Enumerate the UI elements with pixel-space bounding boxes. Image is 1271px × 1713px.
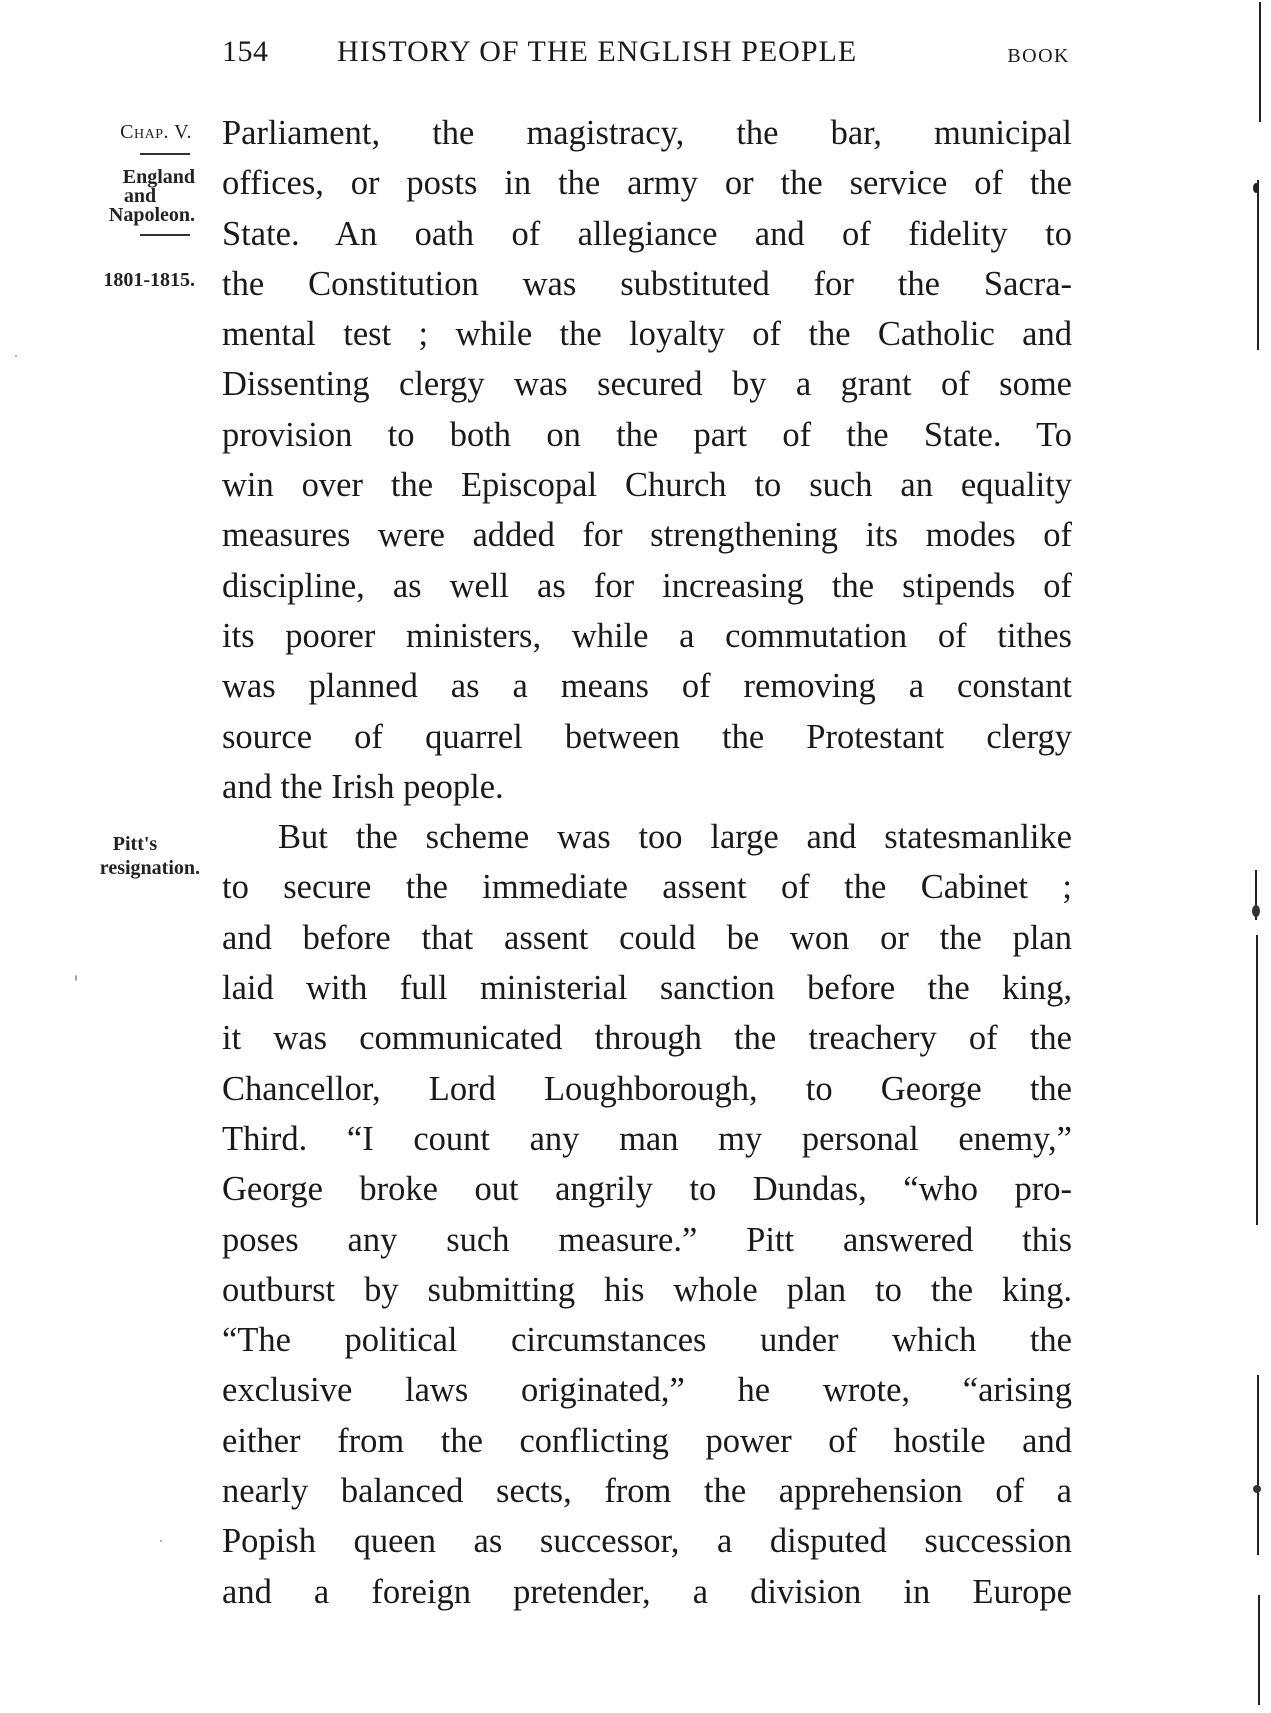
text-line: laid with full ministerial sanction before the king, xyxy=(222,969,1072,1008)
paragraph-start: But the scheme was too large and statesmanlike xyxy=(278,818,1072,857)
text-line: to secure the immediate assent of the Cabinet ; xyxy=(222,868,1072,907)
scan-edge-mark xyxy=(1257,180,1259,350)
text-line: poses any such measure.” Pitt answered this xyxy=(222,1220,1072,1259)
topic-note-line2: and xyxy=(123,185,157,207)
text-line: source of quarrel between the Protestant clergy xyxy=(222,717,1072,756)
scan-edge-mark xyxy=(1258,1595,1260,1705)
scan-dot xyxy=(75,975,77,981)
text-line: Dissenting clergy was secured by a grant of some xyxy=(222,365,1072,404)
scan-dot xyxy=(160,1540,162,1542)
text-line: and a foreign pretender, a division in Europe xyxy=(222,1572,1072,1611)
pitt-resignation-note xyxy=(40,832,200,880)
text-line: the Constitution was substituted for the Sacra- xyxy=(222,264,1072,303)
chapter-note: Chap. V. xyxy=(120,121,192,143)
margin-rule-top xyxy=(140,153,190,155)
text-line: offices, or posts in the army or the service of the xyxy=(222,164,1072,203)
running-title: HISTORY OF THE ENGLISH PEOPLE xyxy=(337,35,858,68)
text-line: provision to both on the part of the State. To xyxy=(222,415,1072,454)
text-line: discipline, as well as for increasing the stipends of xyxy=(222,566,1072,605)
text-line: was planned as a means of removing a constant xyxy=(222,667,1072,706)
text-line: Parliament, the magistracy, the bar, municipal xyxy=(222,114,1072,152)
topic-note-line1: England xyxy=(122,166,195,188)
scan-edge-mark xyxy=(1257,1375,1259,1555)
scan-edge-mark xyxy=(1259,2,1261,122)
scan-dot xyxy=(1252,905,1260,917)
text-line: win over the Episcopal Church to such an equality xyxy=(222,466,1072,505)
topic-note-line3: Napoleon. xyxy=(108,204,195,226)
scan-dot xyxy=(1253,183,1259,193)
text-line: Popish queen as successor, a disputed succession xyxy=(222,1522,1072,1561)
text-line: Third. “I count any man my personal enemy,” xyxy=(222,1119,1072,1158)
text-line: “The political circumstances under which the xyxy=(222,1321,1072,1360)
text-line: mental test ; while the loyalty of the Catholic and xyxy=(222,315,1072,354)
dates-note: 1801-1815. xyxy=(103,269,195,291)
text-line: either from the conflicting power of hostile and xyxy=(222,1421,1072,1460)
running-header xyxy=(222,30,1070,74)
margin-rule-bottom xyxy=(140,234,190,236)
scan-dot xyxy=(15,355,17,357)
scan-dot xyxy=(1253,1485,1261,1493)
text-line: its poorer ministers, while a commutation of tithes xyxy=(222,616,1072,655)
text-line: outburst by submitting his whole plan to the king. xyxy=(222,1270,1072,1309)
text-line: measures were added for strengthening its modes of xyxy=(222,516,1072,555)
text-line: and before that assent could be won or the plan xyxy=(222,918,1072,957)
text-line: exclusive laws originated,” he wrote, “arising xyxy=(222,1371,1072,1410)
body-text xyxy=(222,108,1072,1617)
book-label: BOOK xyxy=(1007,45,1070,67)
text-line: George broke out angrily to Dundas, “who pro- xyxy=(222,1170,1072,1209)
text-line: it was communicated through the treachery of the xyxy=(222,1019,1072,1058)
text-line: nearly balanced sects, from the apprehension of a xyxy=(222,1472,1072,1511)
topic-note xyxy=(45,168,195,225)
pitt-note-line1: Pitt's xyxy=(112,833,158,855)
page-number: 154 xyxy=(222,35,269,68)
text-line: and the Irish people. xyxy=(222,767,504,806)
text-line: State. An oath of allegiance and of fidelity to xyxy=(222,214,1072,253)
scan-edge-mark xyxy=(1256,935,1258,1225)
text-line: Chancellor, Lord Loughborough, to George the xyxy=(222,1069,1072,1108)
pitt-note-line2: resignation. xyxy=(99,857,200,879)
